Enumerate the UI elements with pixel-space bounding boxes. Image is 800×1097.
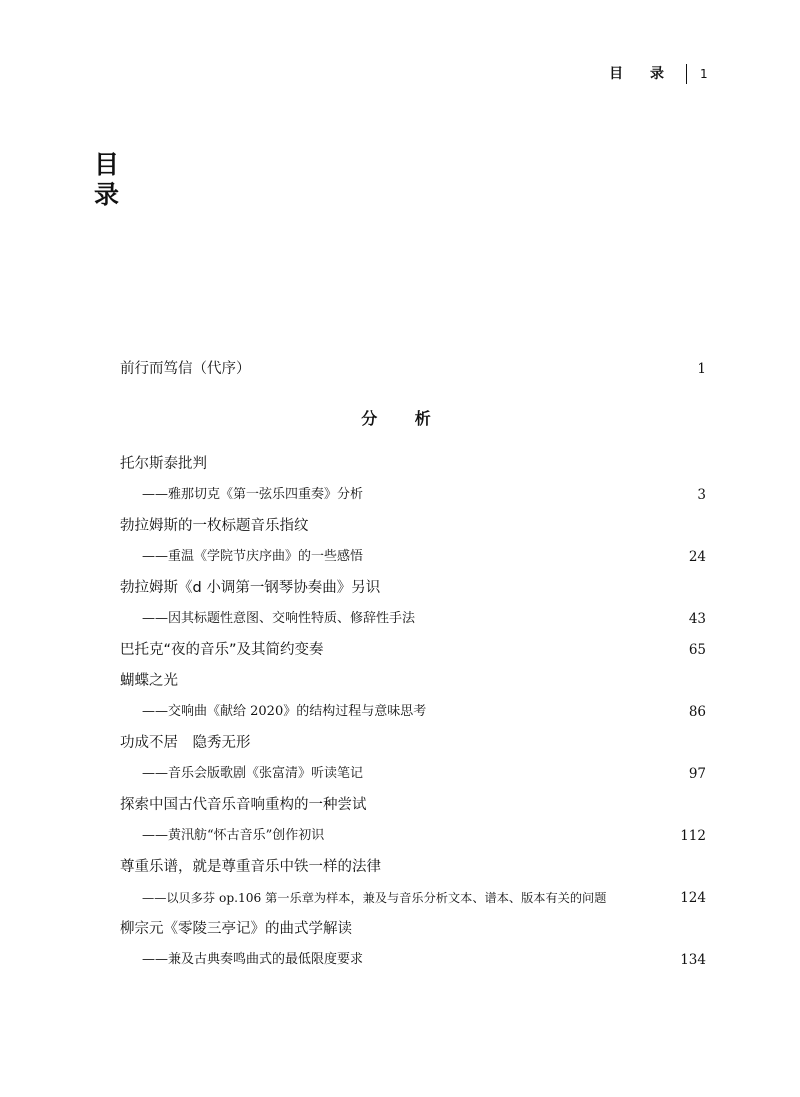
toc-entry-title: 勃拉姆斯的一枚标题音乐指纹 <box>120 518 309 534</box>
page-title <box>94 150 124 210</box>
toc-entry-page: 1 <box>697 361 706 377</box>
toc-entry-page: 3 <box>697 487 706 503</box>
toc-entry-page: 65 <box>688 642 706 658</box>
toc-entry-subtitle-row[interactable] <box>120 606 706 632</box>
toc-entry-page: 124 <box>680 890 706 906</box>
toc-entry-title-row[interactable] <box>120 637 706 663</box>
toc-entry-title: 柳宗元《零陵三亭记》的曲式学解读 <box>120 921 352 937</box>
toc-entry-page: 43 <box>688 611 706 627</box>
toc-entry-title-row[interactable] <box>120 730 706 756</box>
toc-entry-page: 112 <box>680 828 706 844</box>
section-heading: 分 析 <box>361 409 447 428</box>
toc-entry-title: 前行而笃信（代序） <box>120 361 251 377</box>
toc-entry-subtitle: ——重温《学院节庆序曲》的一些感悟 <box>142 549 364 564</box>
toc-entry-subtitle: ——雅那切克《第一弦乐四重奏》分析 <box>142 487 364 502</box>
toc-entry-title: 勃拉姆斯《d 小调第一钢琴协奏曲》另识 <box>120 580 381 596</box>
toc-entry-subtitle: ——黄汛舫“怀古音乐”创作初识 <box>142 828 325 843</box>
toc-entry-subtitle: ——以贝多芬 op.106 第一乐章为样本，兼及与音乐分析文本、谱本、版本有关的问题 <box>142 891 607 905</box>
toc-entry-title: 蝴蝶之光 <box>120 673 178 689</box>
running-head-divider <box>686 64 687 84</box>
toc-entry-subtitle-row[interactable] <box>120 544 706 570</box>
toc-entry-title-row[interactable] <box>120 854 706 880</box>
page-title-char-1: 目 <box>94 150 120 179</box>
toc-entry-page: 86 <box>688 704 706 720</box>
toc-entry-subtitle: ——交响曲《献给 2020》的结构过程与意味思考 <box>142 704 427 719</box>
toc-entry-title-row[interactable] <box>120 792 706 818</box>
running-head-title: 目 录 <box>609 66 675 82</box>
toc-entry-title: 巴托克“夜的音乐”及其简约变奏 <box>120 642 324 658</box>
toc-entry-subtitle-row[interactable] <box>120 823 706 849</box>
toc-entry-title: 探索中国古代音乐音响重构的一种尝试 <box>120 797 367 813</box>
toc-entry-title-row[interactable] <box>120 668 706 694</box>
toc-entry-subtitle-row[interactable] <box>120 482 706 508</box>
toc-entry-subtitle-row[interactable] <box>120 947 706 973</box>
toc-entry-title: 功成不居 隐秀无形 <box>120 735 251 751</box>
toc-entry-preface[interactable] <box>120 356 706 382</box>
toc-entry-subtitle-row[interactable] <box>120 699 706 725</box>
toc-entry-title-row[interactable] <box>120 451 706 477</box>
toc-entry-title: 托尔斯泰批判 <box>120 456 207 472</box>
running-head <box>0 62 800 86</box>
toc-entry-title-row[interactable] <box>120 575 706 601</box>
toc-entry-subtitle: ——因其标题性意图、交响性特质、修辞性手法 <box>142 611 416 626</box>
toc-entry-page: 134 <box>680 952 706 968</box>
running-head-page-number: 1 <box>700 67 708 81</box>
toc-entry-subtitle: ——音乐会版歌剧《张富清》听读笔记 <box>142 766 364 781</box>
toc-entry-subtitle-row[interactable] <box>120 885 706 911</box>
toc-entry-page: 97 <box>688 766 706 782</box>
toc-entry-title: 尊重乐谱，就是尊重音乐中铁一样的法律 <box>120 859 381 875</box>
toc-entry-title-row[interactable] <box>120 513 706 539</box>
toc-entry-subtitle-row[interactable] <box>120 761 706 787</box>
page-title-char-2: 录 <box>94 180 120 209</box>
toc-entry-title-row[interactable] <box>120 916 706 942</box>
toc-entry-page: 24 <box>688 549 706 565</box>
toc-entry-subtitle: ——兼及古典奏鸣曲式的最低限度要求 <box>142 952 364 967</box>
